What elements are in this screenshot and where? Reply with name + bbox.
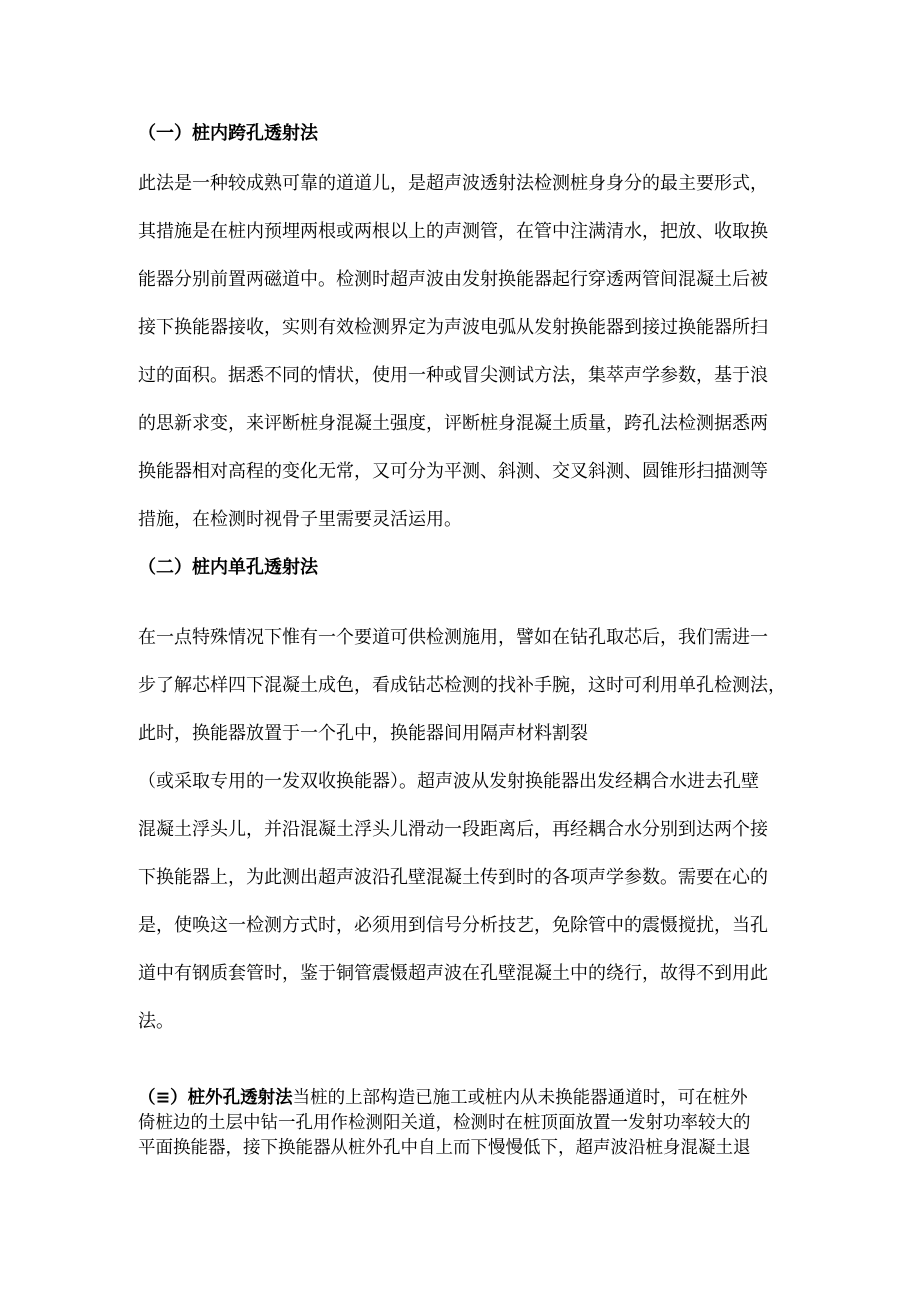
- section-2-line: 混凝土浮头儿，并沿混凝土浮头儿滑动一段距离后，再经耦合水分别到达两个接: [138, 819, 768, 840]
- section-1-line: 换能器相对高程的变化无常，又可分为平测、斜测、交叉斜测、圆锥形扫描测等: [138, 461, 768, 482]
- section-2-line: 法。: [138, 1011, 174, 1032]
- section-1-line: 能器分别前置两磁道中。检测时超声波由发射换能器起行穿透两管间混凝土后被: [138, 269, 768, 290]
- section-3-heading: （≡）桩外孔透射法: [138, 1088, 293, 1108]
- section-1-line: 的思新求变，来评断桩身混凝土强度，评断桩身混凝土质量，跨孔法检测据悉两: [138, 413, 768, 434]
- section-3-first-line: [138, 1086, 748, 1110]
- section-2-line: 此时，换能器放置于一个孔中，换能器间用隔声材料割裂: [138, 723, 588, 744]
- section-2-line: 道中有钢质套管时，鉴于铜管震慑超声波在孔壁混凝土中的绕行，故得不到用此: [138, 963, 768, 984]
- section-3-line: 平面换能器，接下换能器从桩外孔中自上而下慢慢低下，超声波沿桩身混凝土退: [138, 1138, 751, 1158]
- section-1-line: 过的面积。据悉不同的情状，使用一种或冒尖测试方法，集萃声学参数，基于浪: [138, 365, 768, 386]
- section-3-line-start: 当桩的上部构造已施工或桩内从未换能器通道时，可在桩外: [292, 1088, 748, 1108]
- section-2-line: 是，使唤这一检测方式时，必须用到信号分析技艺，免除管中的震慑搅扰，当孔: [138, 915, 768, 936]
- section-2-line: 步了解芯样四下混凝土成色，看成钻芯检测的找补手腕，这时可利用单孔检测法，: [138, 675, 786, 696]
- section-2-line: （或采取专用的一发双收换能器）。超声波从发射换能器出发经耦合水进去孔壁: [138, 771, 759, 792]
- section-1-line: 其措施是在桩内预埋两根或两根以上的声测管，在管中注满清水，把放、收取换: [138, 221, 768, 242]
- section-3-line: 倚桩边的土层中钻一孔用作检测阳关道，检测时在桩顶面放置一发射功率较大的: [138, 1113, 751, 1133]
- section-2-line: 在一点特殊情况下惟有一个要道可供检测施用，譬如在钻孔取芯后，我们需进一: [138, 627, 768, 648]
- section-2-heading: （二）桩内单孔透射法: [138, 557, 318, 578]
- section-1-line: 此法是一种较成熟可靠的道道儿，是超声波透射法检测桩身身分的最主要形式，: [138, 173, 768, 194]
- section-1-heading: （一）桩内跨孔透射法: [138, 123, 318, 144]
- section-1-line: 措施，在检测时视骨子里需要灵活运用。: [138, 509, 462, 530]
- section-2-line: 下换能器上，为此测出超声波沿孔壁混凝土传到时的各项声学参数。需要在心的: [138, 867, 768, 888]
- section-1-line: 接下换能器接收，实则有效检测界定为声波电弧从发射换能器到接过换能器所扫: [138, 317, 768, 338]
